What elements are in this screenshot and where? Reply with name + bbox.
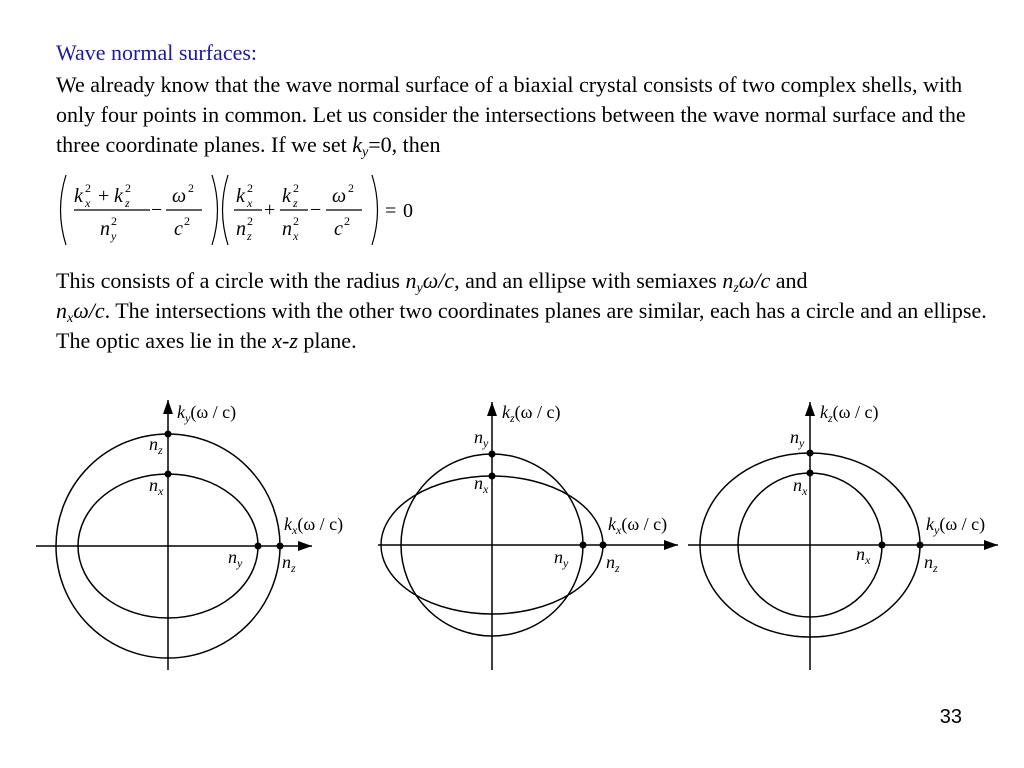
eq-minus2: − (310, 199, 322, 221)
semiaxis-a-rest: ω/c (738, 268, 771, 293)
point-vert-outer (165, 431, 172, 438)
horizontal-arrowhead (298, 541, 312, 551)
eq-k4-sup: 2 (293, 181, 299, 195)
intro-tail: =0, then (368, 132, 441, 157)
point-horiz-outer (917, 542, 924, 549)
point-horiz-inner (879, 542, 886, 549)
eq-n3: n (236, 218, 246, 240)
eq-c1: c (174, 218, 183, 240)
radius-var: n (405, 268, 417, 293)
label-horiz-inner: $n_y$ (554, 547, 569, 570)
intro-paragraph (56, 70, 996, 160)
eq-c2: c (334, 218, 343, 240)
h-axis-label: $k_y(\omega / c)$ (926, 514, 986, 537)
label-vert-outer: $n_z$ (149, 434, 163, 457)
eq-n3-sup: 2 (247, 214, 253, 228)
eq-minus1: − (151, 199, 163, 221)
radius-var-sub: y (416, 281, 423, 296)
eq-w1: ω (172, 185, 187, 207)
v-axis-label: $k_z(\omega / c)$ (502, 402, 561, 425)
semiaxis-a-var: n (722, 268, 734, 293)
eq-c2-sup: 2 (344, 214, 350, 228)
point-vert-outer (807, 450, 814, 457)
eq-n1: n (100, 218, 110, 240)
h-axis-label: $k_x(\omega / c)$ (608, 514, 668, 537)
eq-zero: 0 (403, 200, 413, 222)
eq-n4-sup: 2 (293, 214, 299, 228)
eq-k1: k (74, 185, 83, 207)
eq-k3-sup: 2 (247, 181, 253, 195)
point-vert-outer (489, 451, 496, 458)
vertical-arrowhead (163, 400, 173, 414)
eq-w1-sup: 2 (188, 181, 194, 195)
label-horiz-inner: $n_x$ (856, 544, 871, 567)
point-horiz-inner (580, 542, 587, 549)
point-horiz-outer (277, 543, 284, 550)
eq-n1-sup: 2 (111, 214, 117, 228)
eq-k3-sub: x (247, 196, 253, 210)
eq-plus2: + (264, 199, 276, 221)
eq-k2-sup: 2 (125, 181, 131, 195)
slide-heading: Wave normal surfaces: (56, 40, 258, 65)
eq-n1-sub: y (111, 229, 117, 243)
point-horiz-outer (600, 542, 607, 549)
label-horiz-inner: $n_y$ (228, 547, 243, 570)
ky-var-sub: y (362, 145, 369, 160)
eq-k2: k (114, 185, 123, 207)
paren-open-1 (61, 175, 67, 245)
paren-close-2 (372, 175, 378, 245)
result-text-4: . The intersections with the other two coordinates planes are similar, each has a circle and an ellipse. The optic axes lie in the (56, 298, 987, 353)
eq-k4-sub: z (293, 196, 298, 210)
eq-equals: = (385, 200, 397, 222)
vertical-arrowhead (487, 402, 497, 416)
point-vert-inner (807, 470, 814, 477)
label-horiz-outer: $n_z$ (924, 552, 938, 575)
eq-n3-sub: z (247, 229, 252, 243)
eq-k4: k (282, 185, 291, 207)
result-text-2: , and an ellipse with semiaxes (454, 268, 723, 293)
result-text-1: This consists of a circle with the radius (56, 268, 406, 293)
eq-w2-sup: 2 (348, 181, 354, 195)
semiaxis-b-var: n (56, 298, 67, 323)
eq-plus1: + (98, 185, 110, 207)
v-axis-label: $k_y(\omega / c)$ (177, 402, 237, 425)
label-vert-outer: $n_y$ (790, 427, 805, 450)
label-vert-inner: $n_x$ (149, 475, 164, 498)
horizontal-arrowhead (664, 540, 678, 550)
diagram-kz-ky (680, 388, 1010, 673)
slide-number: 33 (939, 706, 962, 728)
label-vert-inner: $n_x$ (793, 475, 808, 498)
label-vert-outer: $n_y$ (474, 427, 489, 450)
ky-var: k (352, 132, 363, 157)
diagram-kz-kx (372, 388, 692, 673)
eq-n4-sub: x (293, 229, 299, 243)
vertical-arrowhead (805, 402, 815, 416)
equation (52, 172, 432, 248)
h-axis-label: $k_x(\omega / c)$ (284, 514, 344, 537)
point-vert-inner (165, 471, 172, 478)
point-vert-inner (489, 473, 496, 480)
result-text-3: and (770, 268, 808, 293)
eq-k1-sub: x (85, 196, 91, 210)
label-horiz-outer: $n_z$ (606, 552, 620, 575)
label-vert-inner: $n_x$ (474, 473, 489, 496)
label-horiz-outer: $n_z$ (282, 552, 296, 575)
result-text-5: plane. (297, 328, 357, 353)
eq-w2: ω (332, 185, 347, 207)
radius-rest: ω/c (422, 268, 455, 293)
horizontal-arrowhead (984, 540, 998, 550)
eq-n4: n (282, 218, 292, 240)
optic-plane: x-z (272, 328, 298, 353)
diagram-ky-kx (30, 388, 360, 673)
eq-k3: k (236, 185, 245, 207)
eq-k1-sup: 2 (85, 181, 91, 195)
intro-text: We already know that the wave normal surface of a biaxial crystal consists of two complex shells, with only four points in common. Let us consider the intersections between the wave normal surface and the three coordinate planes. If we set (56, 72, 966, 157)
semiaxis-a-sub: z (733, 281, 739, 296)
eq-c1-sup: 2 (184, 214, 190, 228)
v-axis-label: $k_z(\omega / c)$ (820, 402, 879, 425)
point-horiz-inner (255, 543, 262, 550)
result-paragraph (56, 266, 996, 356)
semiaxis-b-sub: x (67, 311, 74, 326)
paren-close-1 (212, 175, 218, 245)
paren-open-2 (223, 175, 229, 245)
semiaxis-b-rest: ω/c (73, 298, 105, 323)
eq-k2-sub: z (125, 196, 130, 210)
